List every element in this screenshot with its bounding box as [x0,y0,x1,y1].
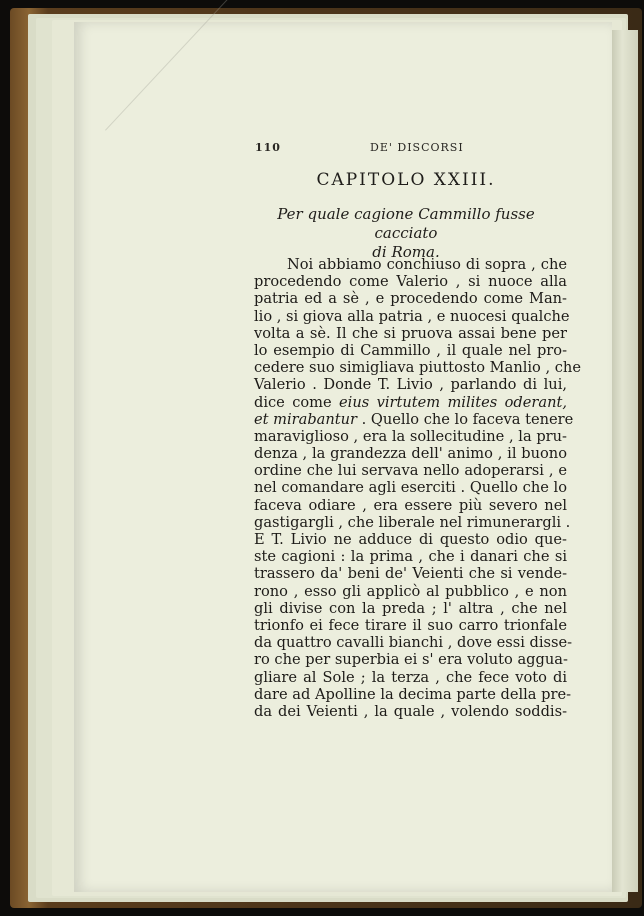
text-line: da quattro cavalli bianchi , dove essi disse- [254,634,573,652]
chapter-title [254,205,558,262]
text-line [254,410,574,428]
chapter-title-line: Per quale cagione Cammillo fusse cacciato [277,205,535,242]
body-text [254,256,581,720]
text-line: rono , esso gli applicò al pubblico , e non [254,582,567,600]
text-span: . Quello che lo faceva tenere [361,410,574,428]
text-line: E T. Livio ne adduce di questo odio que- [254,531,567,548]
text-line: gliare al Sole ; la terza , che fece voto di [254,668,567,686]
text-line: faceva odiare , era essere più severo nel [254,496,567,514]
text-line: lo esempio di Cammillo , il quale nel pro- [254,341,567,359]
text-line: denza , la grandezza dell' animo , il buono [254,445,567,463]
text-line: da dei Veienti , la quale , volendo soddis- [254,702,567,720]
text-line: procedendo come Valerio , si nuoce alla [254,273,567,291]
text-line [254,394,567,411]
chapter-heading: CAPITOLO XXIII. [316,170,496,190]
text-line: ordine che lui servava nello adoperarsi , e [254,462,567,480]
text-line: nel comandare agli eserciti . Quello che lo [254,479,567,497]
text-line: trassero da' beni de' Veienti che si vende- [254,565,567,583]
text-line: cedere suo simigliava piuttosto Manlio , che [254,359,581,377]
page-header [255,141,555,157]
latin-quote: eius virtutem milites oderant, [339,393,567,411]
chapter-title-line: di Roma. [372,243,440,261]
text-line: ro che per superbia ei s' era voluto aggua- [254,651,568,669]
text-line: trionfo ei fece tirare il suo carro trionfale [254,616,567,634]
text-span: dice come [254,393,332,411]
page-number: 110 [255,141,281,154]
text-line: Valerio . Donde T. Livio , parlando di lui, [254,376,567,394]
text-line: maraviglioso , era la sollecitudine , la pru- [254,427,567,445]
text-line: gastigargli , che liberale nel rimunerargli . [254,513,571,531]
page-right-edge [612,30,638,892]
text-line: dare ad Apolline la decima parte della pre- [254,685,572,703]
latin-quote: et mirabantur [254,410,358,428]
text-line: Noi abbiamo conchiuso di sopra , che [287,256,567,273]
text-line: lio , si giova alla patria , e nuocesi qualche [254,307,570,325]
text-line: patria ed a sè , e procedendo come Man- [254,290,567,308]
text-line: ste cagioni : la prima , che i danari che si [254,548,567,566]
text-line: gli divise con la preda ; l' altra , che nel [254,599,567,617]
text-line: volta a sè. Il che si pruova assai bene per [254,324,567,342]
running-head: DE' DISCORSI [370,141,464,154]
